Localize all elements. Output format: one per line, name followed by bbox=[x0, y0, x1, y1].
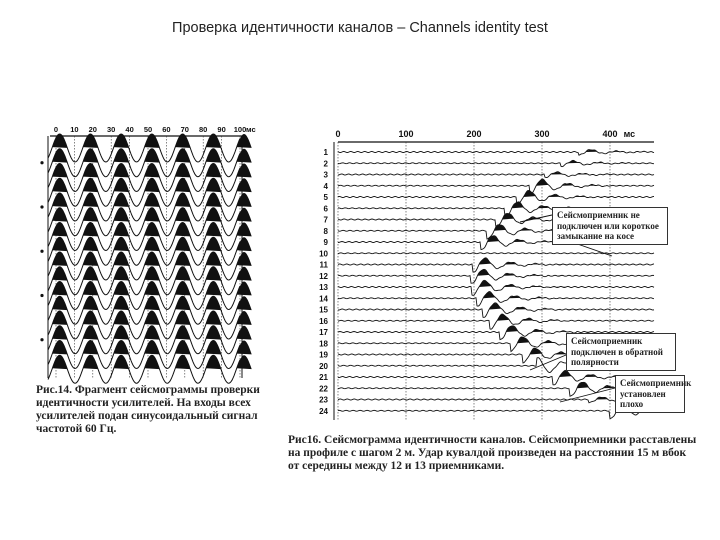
seismic-trace bbox=[338, 160, 654, 166]
channel-label: 2 bbox=[323, 159, 328, 169]
seismic-fill bbox=[523, 191, 611, 197]
trace-marker bbox=[40, 294, 43, 297]
channel-label: 20 bbox=[319, 361, 328, 371]
left-tick-label: 60 bbox=[162, 125, 171, 134]
left-tick-label: 0 bbox=[53, 125, 59, 134]
channel-label: 17 bbox=[319, 328, 328, 337]
seismic-fill bbox=[483, 292, 571, 298]
callout-disconnected: Сейсмоприемник не подключен или короткое замыкание на косе bbox=[552, 207, 668, 245]
callout-poorly-installed: Сейсмоприемник установлен плохо bbox=[615, 375, 685, 413]
channel-label: 4 bbox=[323, 181, 328, 191]
right-tick-label: 200 bbox=[466, 129, 482, 139]
seismic-trace bbox=[338, 150, 654, 156]
right-tick-label: 400 bbox=[602, 129, 618, 139]
channel-label: 1 bbox=[323, 148, 328, 157]
seismic-trace bbox=[338, 253, 654, 254]
channel-label: 8 bbox=[323, 226, 328, 236]
right-tick-label: 100 bbox=[398, 129, 414, 139]
amplifier-test-seismogram bbox=[40, 125, 255, 383]
trace-marker bbox=[40, 250, 43, 253]
channel-label: 24 bbox=[319, 406, 328, 416]
channel-label: 18 bbox=[319, 339, 328, 349]
seismic-trace bbox=[338, 280, 654, 295]
left-tick-label: 70 bbox=[180, 125, 189, 134]
channel-label: 9 bbox=[323, 238, 328, 247]
right-axis-unit: мс bbox=[623, 129, 636, 139]
channel-label: 15 bbox=[319, 305, 328, 315]
left-tick-label: 40 bbox=[125, 125, 134, 134]
right-tick-label: 300 bbox=[534, 129, 550, 139]
figure-left-caption: Рис.14. Фрагмент сейсмограммы проверки идентичности усилителей. На входы всех усилителей подан синусоидальный сигнал частотой 60 Гц. bbox=[36, 384, 260, 435]
left-axis-unit: мс bbox=[246, 125, 256, 134]
trace-marker bbox=[40, 338, 43, 341]
seismic-trace bbox=[338, 172, 654, 178]
seismic-trace bbox=[338, 190, 654, 205]
channel-label: 6 bbox=[323, 204, 328, 214]
channel-label: 23 bbox=[319, 395, 328, 405]
channel-identity-seismogram bbox=[319, 129, 665, 420]
left-tick-label: 50 bbox=[143, 125, 153, 134]
seismic-fill bbox=[536, 180, 624, 186]
callout-reversed-polarity: Сейсмоприемник подключен в обратной полярности bbox=[566, 333, 676, 371]
channel-label: 21 bbox=[319, 373, 328, 382]
callout-pointer bbox=[530, 355, 566, 370]
right-tick-label: 0 bbox=[335, 129, 341, 139]
callout-pointer bbox=[520, 215, 552, 222]
trace-marker bbox=[40, 205, 43, 208]
channel-label: 11 bbox=[319, 260, 328, 270]
slide-title: Проверка идентичности каналов – Channels identity test bbox=[172, 20, 548, 36]
channel-label: 19 bbox=[319, 350, 328, 360]
channel-label: 7 bbox=[323, 215, 328, 225]
channel-label: 10 bbox=[319, 249, 328, 259]
figure-right-caption: Рис16. Сейсмограмма идентичности каналов. Сейсмоприемники расставлены на профиле с шагом 2 м. Удар кувалдой произведен на расстоянии 15 м вбок от середины между 12 и 13 приемниками. bbox=[288, 434, 697, 472]
seismic-fill bbox=[479, 258, 567, 264]
seismic-trace bbox=[338, 269, 654, 283]
seismic-fill bbox=[489, 303, 577, 309]
seismic-trace bbox=[338, 258, 654, 272]
left-tick-label: 90 bbox=[217, 125, 226, 134]
channel-label: 16 bbox=[319, 316, 328, 326]
channel-label: 14 bbox=[319, 294, 328, 304]
channel-label: 12 bbox=[319, 271, 328, 281]
channel-label: 5 bbox=[323, 193, 328, 202]
seismic-trace bbox=[338, 397, 654, 403]
seismic-fill bbox=[506, 326, 594, 332]
seismic-trace bbox=[338, 382, 654, 396]
left-tick-label: 10 bbox=[70, 125, 79, 134]
left-tick-label: 80 bbox=[199, 125, 208, 134]
seismic-fill bbox=[478, 270, 566, 276]
seismic-trace bbox=[338, 405, 654, 419]
left-tick-label: 30 bbox=[107, 125, 116, 134]
seismic-trace bbox=[338, 179, 654, 194]
channel-label: 22 bbox=[319, 384, 328, 394]
channel-label: 3 bbox=[323, 170, 328, 180]
left-tick-label: 100 bbox=[233, 125, 247, 134]
left-tick-label: 20 bbox=[88, 125, 97, 134]
channel-label: 13 bbox=[319, 283, 328, 292]
seismic-trace bbox=[338, 314, 654, 329]
trace-marker bbox=[40, 161, 43, 164]
seismic-trace bbox=[338, 370, 654, 385]
